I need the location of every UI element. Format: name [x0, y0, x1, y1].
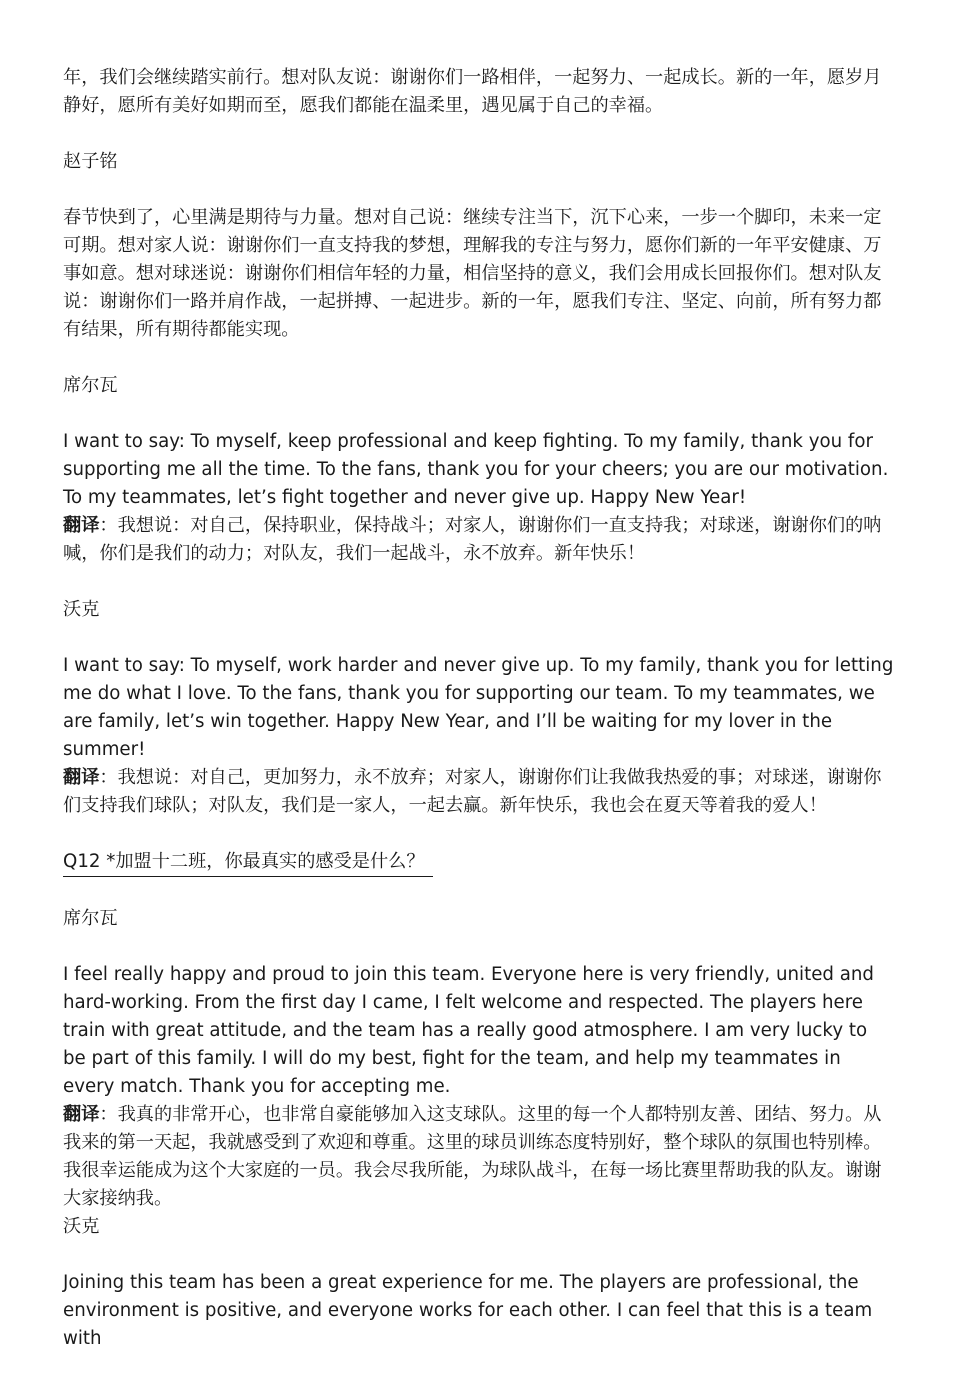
translation-text: ：我想说：对自己，保持职业，保持战斗；对家人，谢谢你们一直支持我；对球迷，谢谢你们的呐喊，你们是我们的动力；对队友，我们一起战斗，永不放弃。新年快乐！ — [63, 515, 882, 564]
speaker-name-woke-2: 沃克 — [63, 1216, 100, 1237]
paragraph-closing: 年，我们会继续踏实前行。想对队友说：谢谢你们一路相伴，一起努力、一起成长。新的一年，愿岁月静好，愿所有美好如期而至，愿我们都能在温柔里，遇见属于自己的幸福。 — [63, 67, 882, 116]
paragraph-xierwa-2-english: I feel really happy and proud to join this team. Everyone here is very friendly, united and hard-working. From the first day I came, I felt welcome and respected. The players here train with great attitude, and the team has a really good atmosphere. I am very lucky to be part of this family. I will do my best, fight for the team, and help my teammates in every match. Thank you for accepting me. — [63, 964, 874, 1097]
document-page — [63, 64, 895, 1353]
speaker-name-xierwa-2: 席尔瓦 — [63, 908, 118, 929]
speaker-name-xierwa: 席尔瓦 — [63, 375, 118, 396]
translation-label: 翻译 — [63, 515, 100, 536]
paragraph-xierwa-translation — [63, 512, 895, 568]
question-heading — [63, 848, 895, 877]
speaker-name-zhao: 赵子铭 — [63, 151, 118, 172]
speaker-name-woke: 沃克 — [63, 599, 100, 620]
translation-text: ：我想说：对自己，更加努力，永不放弃；对家人，谢谢你们让我做我热爱的事；对球迷，谢谢你们支持我们球队；对队友，我们是一家人，一起去赢。新年快乐，我也会在夏天等着我的爱人！ — [63, 767, 882, 816]
question-text: Q12 *加盟十二班，你最真实的感受是什么？ — [63, 848, 433, 877]
paragraph-zhao: 春节快到了，心里满是期待与力量。想对自己说：继续专注当下，沉下心来，一步一个脚印，未来一定可期。想对家人说：谢谢你们一直支持我的梦想，理解我的专注与努力，愿你们新的一年平安健康、万事如意。想对球迷说：谢谢你们相信年轻的力量，相信坚持的意义，我们会用成长回报你们。想对队友说：谢谢你们一路并肩作战，一起拼搏、一起进步。新的一年，愿我们专注、坚定、向前，所有努力都有结果，所有期待都能实现。 — [63, 207, 882, 340]
paragraph-woke-english: I want to say: To myself, work harder and never give up. To my family, thank you for letting me do what I love. To the fans, thank you for supporting our team. To my teammates, we are family, let’s win together. Happy New Year, and I’ll be waiting for my lover in the summer! — [63, 655, 894, 760]
paragraph-xierwa-2-translation — [63, 1101, 895, 1213]
translation-text: ：我真的非常开心，也非常自豪能够加入这支球队。这里的每一个人都特别友善、团结、努力。从我来的第一天起，我就感受到了欢迎和尊重。这里的球员训练态度特别好，整个球队的氛围也特别棒。我很幸运能成为这个大家庭的一员。我会尽我所能，为球队战斗，在每一场比赛里帮助我的队友。谢谢大家接纳我。 — [63, 1104, 882, 1209]
translation-label: 翻译 — [63, 767, 100, 788]
paragraph-xierwa-english: I want to say: To myself, keep professional and keep fighting. To my family, thank you for supporting me all the time. To the fans, thank you for your cheers; you are our motivation. To my teammates, let’s fight together and never give up. Happy New Year! — [63, 431, 889, 508]
paragraph-woke-translation — [63, 764, 895, 820]
paragraph-woke-2-english: Joining this team has been a great experience for me. The players are professional, the environment is positive, and everyone works for each other. I can feel that this is a team with — [63, 1272, 873, 1349]
translation-label: 翻译 — [63, 1104, 100, 1125]
